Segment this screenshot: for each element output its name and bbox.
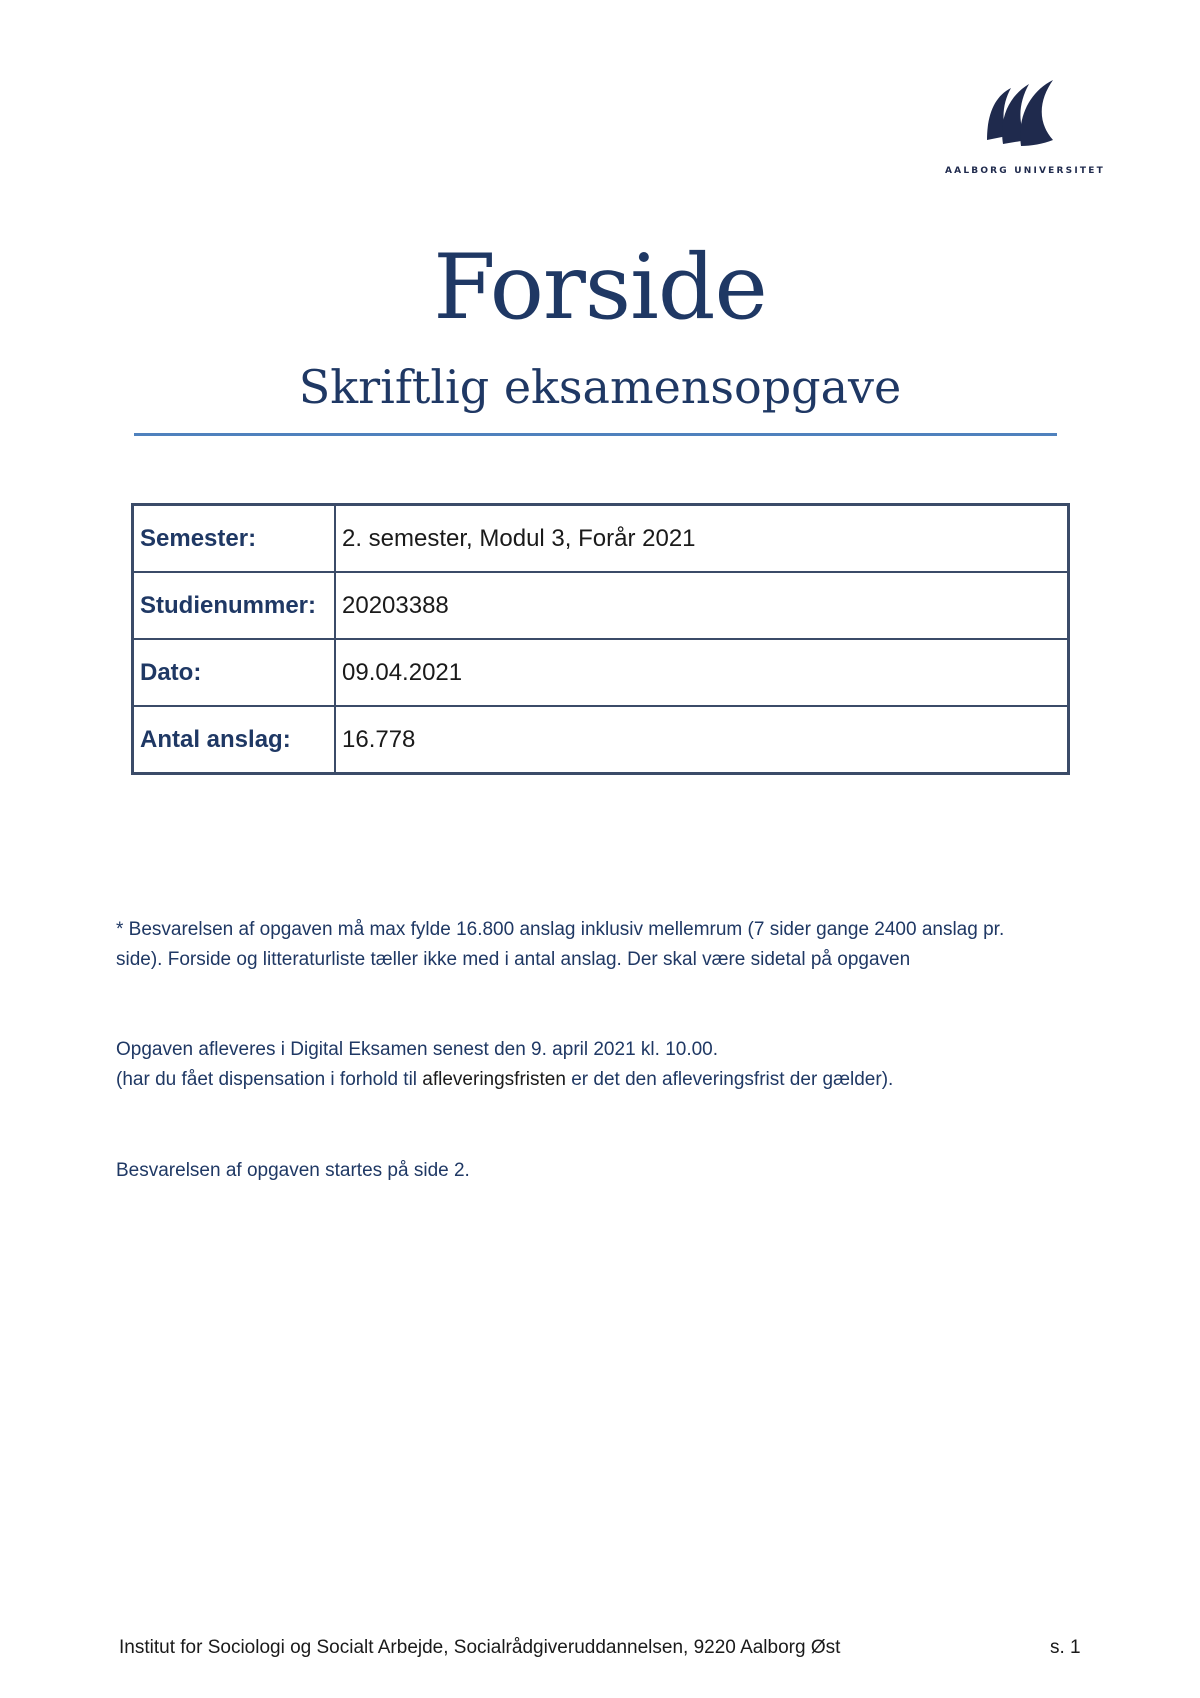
table-row	[133, 639, 1069, 706]
date-label: Dato:	[133, 639, 336, 706]
deadline-keyword: afleveringsfristen	[422, 1069, 566, 1090]
exam-info-table	[131, 503, 1070, 775]
length-limit-line-1: * Besvarelsen af opgaven må max fylde 16.800 anslag inklusiv mellemrum (7 sider gange 2400 anslag pr.	[116, 919, 1005, 940]
deadline-line-2	[116, 1065, 1076, 1095]
title-divider	[134, 433, 1057, 436]
student-number-label: Studienummer:	[133, 572, 336, 639]
table-row	[133, 572, 1069, 639]
logo-text: AALBORG UNIVERSITET	[945, 166, 1105, 176]
deadline-line-1: Opgaven afleveres i Digital Eksamen senest den 9. april 2021 kl. 10.00.	[116, 1039, 719, 1060]
character-count-label: Antal anslag:	[133, 706, 336, 774]
deadline-line-2-end: er det den afleveringsfrist der gælder).	[565, 1069, 894, 1090]
footer-institute: Institut for Sociologi og Socialt Arbejde, Socialrådgiveruddannelsen, 9220 Aalborg Øst	[119, 1637, 841, 1658]
aau-logo	[945, 74, 1105, 184]
semester-label: Semester:	[133, 505, 336, 573]
character-count-value: 16.778	[335, 706, 1069, 774]
table-row	[133, 505, 1069, 573]
page-title: Forside	[433, 235, 767, 340]
start-page-note: Besvarelsen af opgaven startes på side 2.	[116, 1160, 470, 1181]
table-row	[133, 706, 1069, 774]
length-limit-line-2: side). Forside og litteraturliste tæller ikke med i antal anslag. Der skal være sidetal på opgaven	[116, 949, 911, 970]
student-number-value: 20203388	[335, 572, 1069, 639]
semester-value: 2. semester, Modul 3, Forår 2021	[335, 505, 1069, 573]
aau-wave-icon	[981, 74, 1061, 154]
page-subtitle: Skriftlig eksamensopgave	[298, 360, 902, 414]
length-limit-note	[116, 915, 1076, 975]
date-value: 09.04.2021	[335, 639, 1069, 706]
footer-page-number: s. 1	[1050, 1637, 1081, 1658]
deadline-note	[116, 1035, 1076, 1095]
deadline-line-2-start: (har du fået dispensation i forhold til	[116, 1069, 423, 1090]
